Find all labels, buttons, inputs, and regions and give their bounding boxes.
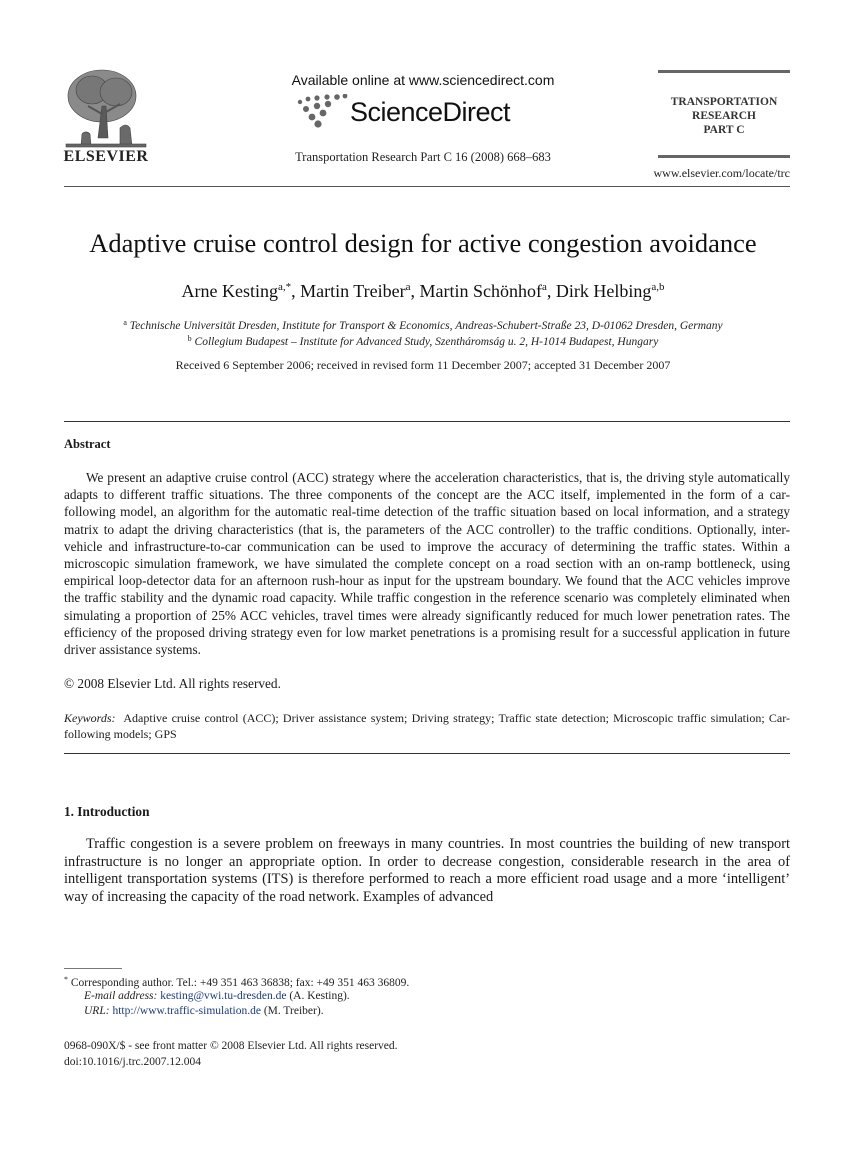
- email-link[interactable]: kesting@vwi.tu-dresden.de: [160, 990, 287, 1002]
- doi-line[interactable]: doi:10.1016/j.trc.2007.12.004: [64, 1056, 202, 1068]
- author-name: Martin Schönhof: [419, 281, 542, 301]
- footnote-mark: *: [64, 975, 68, 984]
- introduction-paragraph: Traffic congestion is a severe problem on freeways in many countries. In most countries the building of new transport infrastructure is no longer an appropriate option. In order to decrease congestion, considerable research in the area of intelligent transportation systems (ITS) is therefore performed to reach a more efficient road usage and a more ‘intelligent’ way of increasing the capacity of the road network. Examples of advanced: [64, 836, 790, 905]
- journal-url[interactable]: www.elsevier.com/locate/trc: [653, 166, 790, 180]
- journal-title-rule-top: [658, 70, 790, 73]
- abstract-heading: Abstract: [64, 437, 111, 451]
- abstract-copyright: © 2008 Elsevier Ltd. All rights reserved.: [64, 676, 281, 691]
- url-link[interactable]: http://www.traffic-simulation.de: [112, 1005, 261, 1017]
- publisher-name: ELSEVIER: [63, 148, 149, 165]
- footnote-corresponding: [64, 975, 790, 989]
- author-mark: a: [405, 281, 411, 293]
- journal-title-line: RESEARCH: [692, 110, 756, 122]
- affiliation-text: Collegium Budapest – Institute for Advanced Study, Szentháromság u. 2, H-1014 Budapest, Hungary: [194, 336, 659, 348]
- journal-title-block: [658, 95, 790, 137]
- journal-title-line: TRANSPORTATION: [670, 96, 778, 108]
- journal-title-rule-bottom: [658, 155, 790, 158]
- sciencedirect-brand: ScienceDirect: [350, 97, 511, 127]
- footnote-url: [64, 1005, 810, 1017]
- email-label: E-mail address:: [84, 990, 158, 1002]
- affiliation-text: Technische Universität Dresden, Institute for Transport & Economics, Andreas-Schubert-Straße 23, D-01062 Dresden, Germany: [129, 320, 723, 332]
- issn-line: 0968-090X/$ - see front matter © 2008 Elsevier Ltd. All rights reserved.: [64, 1040, 398, 1052]
- author-mark: a: [541, 281, 547, 293]
- header-divider: [64, 186, 790, 187]
- abstract-top-rule: [64, 421, 790, 422]
- footnote-email: [64, 990, 810, 1002]
- affiliation-mark: b: [187, 334, 192, 343]
- journal-title-line: PART C: [703, 124, 745, 136]
- received-dates: Received 6 September 2006; received in revised form 11 December 2007; accepted 31 December 2007: [175, 358, 671, 372]
- author-list: Arne Kesting$^{a,*}$, Martin Treiber$^a$, Martin Schönhof$^a$, Dirk Helbing$^{a,b}$: [181, 281, 665, 301]
- affiliation-b: [30, 334, 816, 348]
- author-name: Dirk Helbing: [555, 281, 652, 301]
- journal-citation: Transportation Research Part C 16 (2008) 668–683: [295, 150, 551, 164]
- section-heading-introduction: 1. Introduction: [64, 804, 150, 819]
- article-title: Adaptive cruise control design for active congestion avoidance: [89, 228, 757, 258]
- abstract-bottom-rule: [64, 753, 790, 754]
- sciencedirect-dots-icon: [296, 94, 348, 130]
- abstract-body: [64, 469, 790, 658]
- keywords: [64, 710, 790, 742]
- keywords-text: Adaptive cruise control (ACC); Driver assistance system; Driving strategy; Traffic state detection; Microscopic traffic simulation; Car-following models; GPS: [64, 711, 790, 741]
- footnote-rule: [64, 968, 122, 969]
- url-label: URL:: [84, 1005, 110, 1017]
- url-owner: (M. Treiber).: [263, 1005, 324, 1017]
- abstract-paragraph: We present an adaptive cruise control (ACC) strategy where the acceleration characteristics, that is, the driving style automatically adapts to different traffic situations. The three components of the concept are the ACC itself, implemented in the form of a car-following model, an algorithm for the automatic real-time detection of the traffic situation based on local information, and a strategy matrix to adapt the driving characteristics (that is, the parameters of the ACC controller) to the traffic conditions. Optionally, inter-vehicle and infrastructure-to-car communication can be used to improve the accuracy of determining the traffic states. Within a microscopic simulation framework, we have simulated the complete concept on a road section with an on-ramp bottleneck, using empirical loop-detector data for an afternoon rush-hour as input for the upstream boundary. We found that the ACC vehicles improve the traffic stability and the dynamic road capacity. While traffic congestion in the reference scenario was completely eliminated when simulating a proportion of 25% ACC vehicles, travel times were already significantly reduced for much lower penetration rates. The efficiency of the proposed driving strategy even for low market penetrations is a promising result for a successful application in future driver assistance systems.: [64, 470, 790, 658]
- affiliation-a: [30, 318, 816, 332]
- author-name: Arne Kesting: [181, 281, 278, 301]
- available-online-text: Available online at www.sciencedirect.com: [291, 72, 555, 88]
- email-owner: (A. Kesting).: [289, 990, 350, 1002]
- introduction-body: [64, 836, 790, 906]
- keywords-label: Keywords:: [64, 711, 116, 725]
- affiliation-mark: a: [123, 318, 127, 327]
- author-name: Martin Treiber: [300, 281, 406, 301]
- footnote-corresponding-text: Corresponding author. Tel.: +49 351 463 36838; fax: +49 351 463 36809.: [70, 977, 410, 989]
- author-mark: a,b: [651, 281, 665, 293]
- author-mark: a,*: [277, 281, 292, 293]
